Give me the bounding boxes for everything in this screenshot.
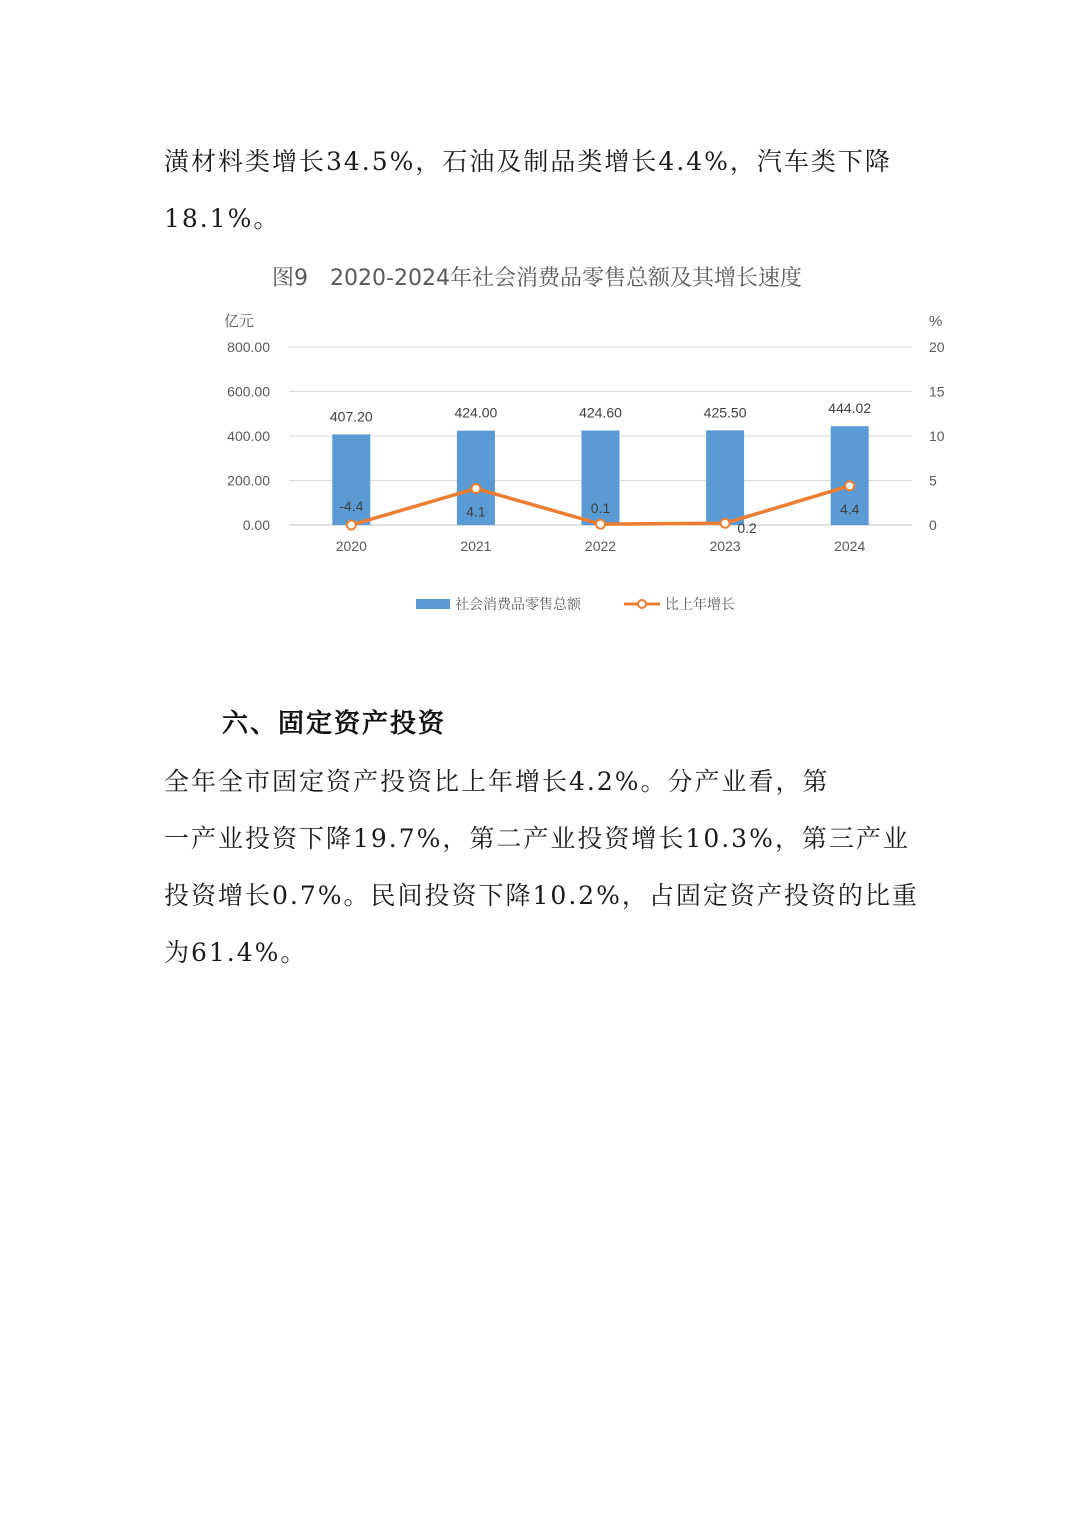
right-tick-label: 0 (929, 517, 937, 533)
right-axis-unit: % (929, 313, 943, 330)
left-tick-label: 600.00 (227, 383, 270, 400)
growth-point (596, 520, 605, 529)
section-heading: 六、固定资产投资 (222, 709, 447, 739)
right-tick-label: 20 (929, 339, 945, 355)
growth-point (721, 519, 730, 528)
retail-sales-chart (0, 0, 1074, 640)
growth-point (347, 521, 356, 530)
bar-data-label: 425.50 (703, 404, 747, 421)
x-tick-label: 2020 (335, 538, 367, 554)
bar-data-label: 444.02 (828, 400, 872, 417)
paragraph-line: 投资增长0.7%。民间投资下降10.2%，占固定资产投资的比重 (164, 881, 919, 910)
x-tick-label: 2022 (584, 538, 617, 554)
left-tick-label: 200.00 (227, 472, 270, 489)
bar-data-label: 424.60 (579, 404, 622, 421)
bar-data-label: 424.00 (454, 404, 498, 421)
line-data-label: 0.1 (590, 500, 611, 517)
left-tick-label: 800.00 (227, 339, 270, 355)
line-data-label: 4.1 (466, 503, 486, 520)
bar-data-label: 407.20 (329, 408, 373, 425)
left-tick-label: 400.00 (227, 428, 270, 444)
right-tick-label: 5 (929, 472, 937, 489)
line-data-label: 4.4 (839, 500, 860, 517)
growth-point (471, 484, 480, 493)
x-tick-label: 2021 (460, 538, 492, 554)
legend-bar-label: 社会消费品零售总额 (455, 596, 581, 612)
paragraph-line: 一产业投资下降19.7%，第二产业投资增长10.3%，第三产业 (164, 824, 910, 853)
legend-line-label: 比上年增长 (665, 596, 735, 612)
paragraph-line: 18.1%。 (164, 204, 281, 233)
chart-title: 图9 2020-2024年社会消费品零售总额及其增长速度 (272, 266, 802, 291)
paragraph-line: 潢材料类增长34.5%，石油及制品类增长4.4%，汽车类下降 (164, 147, 892, 176)
line-data-label: 0.2 (737, 520, 757, 537)
right-tick-label: 15 (929, 383, 945, 400)
growth-point (845, 481, 854, 490)
x-tick-label: 2023 (709, 538, 741, 554)
right-tick-label: 10 (929, 428, 945, 444)
x-tick-label: 2024 (834, 538, 866, 554)
legend-bar-swatch (416, 599, 450, 609)
left-tick-label: 0.00 (242, 517, 270, 533)
legend-line-marker (638, 600, 646, 608)
bar (706, 430, 744, 525)
paragraph-line: 为61.4%。 (164, 938, 308, 967)
line-data-label: -4.4 (339, 498, 364, 514)
paragraph-line: 全年全市固定资产投资比上年增长4.2%。分产业看，第 (164, 767, 830, 796)
left-axis-unit: 亿元 (224, 313, 255, 330)
